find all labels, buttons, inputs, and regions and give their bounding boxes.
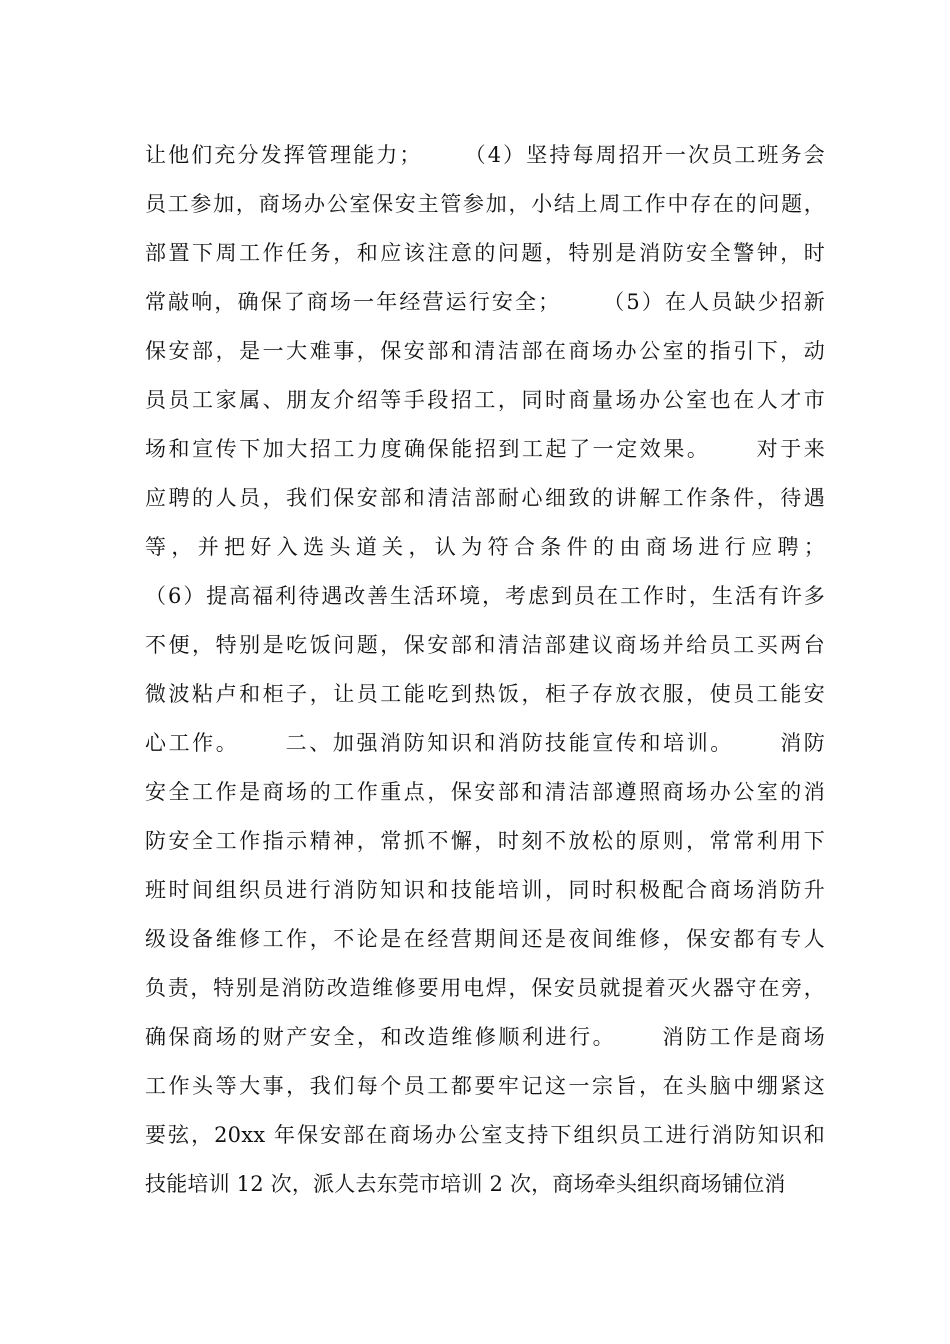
text-line: 微波粘卢和柜子，让员工能吃到热饭，柜子存放衣服，使员工能安 — [145, 682, 825, 706]
text-line: 等，并把好入选头道关，认为符合条件的由商场进行应聘； — [145, 535, 825, 559]
text-line: 让他们充分发挥管理能力； （4）坚持每周招开一次员工班务会 — [145, 143, 825, 167]
text-line: 员工参加，商场办公室保安主管参加，小结上周工作中存在的问题， — [145, 192, 825, 216]
text-line: 防安全工作指示精神，常抓不懈，时刻不放松的原则，常常利用下 — [145, 829, 825, 853]
text-line: 负责，特别是消防改造维修要用电焊，保安员就提着灭火器守在旁， — [145, 976, 825, 1000]
body-text — [145, 131, 825, 1209]
text-line: 员员工家属、朋友介绍等手段招工，同时商量场办公室也在人才市 — [145, 388, 825, 412]
text-line: 保安部，是一大难事，保安部和清洁部在商场办公室的指引下，动 — [145, 339, 825, 363]
text-line: 确保商场的财产安全，和改造维修顺利进行。 消防工作是商场 — [145, 1025, 825, 1049]
text-line: 要弦，20xx 年保安部在商场办公室支持下组织员工进行消防知识和 — [145, 1123, 825, 1147]
text-line: （6）提高福利待遇改善生活环境，考虑到员在工作时，生活有许多 — [145, 584, 825, 608]
text-line: 应聘的人员，我们保安部和清洁部耐心细致的讲解工作条件，待遇 — [145, 486, 825, 510]
text-line: 场和宣传下加大招工力度确保能招到工起了一定效果。 对于来 — [145, 437, 825, 461]
text-line: 级设备维修工作，不论是在经营期间还是夜间维修，保安都有专人 — [145, 927, 825, 951]
text-line: 部置下周工作任务，和应该注意的问题，特别是消防安全警钟，时 — [145, 241, 825, 265]
text-line: 常敲响，确保了商场一年经营运行安全； （5）在人员缺少招新 — [145, 290, 825, 314]
text-line: 不便，特别是吃饭问题，保安部和清洁部建议商场并给员工买两台 — [145, 633, 825, 657]
text-line: 心工作。 二、加强消防知识和消防技能宣传和培训。 消防 — [145, 731, 825, 755]
text-line: 工作头等大事，我们每个员工都要牢记这一宗旨，在头脑中绷紧这 — [145, 1074, 825, 1098]
text-line: 班时间组织员进行消防知识和技能培训，同时积极配合商场消防升 — [145, 878, 825, 902]
text-line: 安全工作是商场的工作重点，保安部和清洁部遵照商场办公室的消 — [145, 780, 825, 804]
text-line: 技能培训 12 次，派人去东莞市培训 2 次，商场牵头组织商场铺位消 — [145, 1172, 786, 1196]
